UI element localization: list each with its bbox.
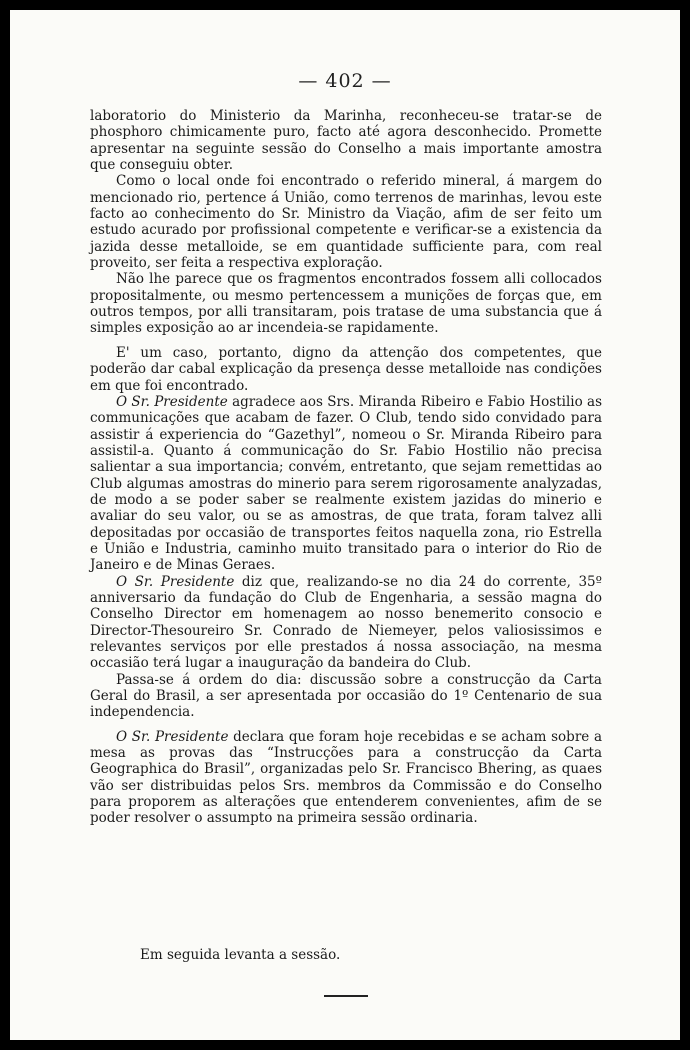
paragraph-anniversary [90,574,602,672]
speaker-label: O Sr. Presidente [116,728,229,745]
speaker-label: O Sr. Presidente [116,393,228,410]
page-number: — 402 — [298,70,392,92]
paragraph-phosphorus-analysis: laboratorio do Ministerio da Marinha, reconheceu-se tratar-se de phosphoro chimicamente puro, facto até agora desconhecido. Promette apresentar na seguinte sessão do Conselho a mais importante amostra que conseguiu obter. [90,108,602,174]
paragraph-instructions [90,729,602,827]
closing-rule [324,995,368,997]
paragraph-text: agradece aos Srs. Miranda Ribeiro e Fabio Hostilio as communicações que acabam de fazer. O Club, tendo sido convidado para assistir á experiencia do “Gazethyl”, nomeou o Sr. Miranda Ribeiro para assistil-a. Quanto á communicação do Sr. Fabio Hostilio não precisa salientar a sua importancia; convém, entretanto, que sejam remettidas ao Club algumas amostras do minerio para serem rigorosamente analyzadas, de modo a se poder saber se realmente existem jazidas do minerio e avaliar do seu valor, ou se as amostras, de que trata, foram talvez alli depositadas por occasião de transportes feitos naquella zona, rio Estrella e União e Industria, caminho muito transitado para o interior do Rio de Janeiro e de Minas Geraes. [90,393,603,574]
paragraph-fragments: Não lhe parece que os fragmentos encontrados fossem alli collocados propositalmente, ou mesmo pertencessem a munições de forças que, em outros tempos, por alli transitaram, pois tratase de uma substancia que á simples exposição ao ar incendeia-se rapidamente. [90,271,602,337]
paragraph-competent-case: E' um caso, portanto, digno da attenção dos competentes, que poderão dar cabal explicação da presença desse metalloide nas condições em que foi encontrado. [90,344,602,394]
document-page [10,10,680,1040]
paragraph-order-of-day: Passa-se á ordem do dia: discussão sobre a construcção da Carta Geral do Brasil, a ser apresentada por occasião do 1º Centenario de sua independencia. [90,671,602,721]
paragraph-text: diz que, realizando-se no dia 24 do corrente, 35º anniversario da fundação do Club de Engenharia, a sessão magna do Conselho Director em homenagem ao nosso benemerito consocio e Director-Thesoureiro Sr. Conrado de Niemeyer, pelos valiosissimos e relevantes serviços por elle prestados á nossa associação, na mesma occasião terá lugar a inauguração da bandeira do Club. [90,573,602,672]
speaker-label: O Sr. Presidente [116,573,235,590]
paragraph-mineral-location: Como o local onde foi encontrado o referido mineral, á margem do mencionado rio, pertence á União, como terrenos de marinhas, levou este facto ao conhecimento do Sr. Ministro da Viação, afim de ser feito um estudo acurado por profissional competente e verificar-se a existencia da jazida desse metalloide, se em quantidade sufficiente para, com real proveito, ser feita a respectiva exploração. [90,173,602,272]
body-text [90,108,602,827]
paragraph-president-thanks [90,394,602,574]
closing-line: Em seguida levanta a sessão. [140,947,341,963]
paragraph-text: declara que foram hoje recebidas e se acham sobre a mesa as provas das “Instrucções para a construcção da Carta Geographica do Brasil”, organizadas pelo Sr. Francisco Bhering, as quaes vão ser distribuidas pelos Srs. membros da Commissão e do Conselho para proporem as alterações que entenderem convenientes, afim de se poder resolver o assumpto na primeira sessão ordinaria. [90,728,602,827]
